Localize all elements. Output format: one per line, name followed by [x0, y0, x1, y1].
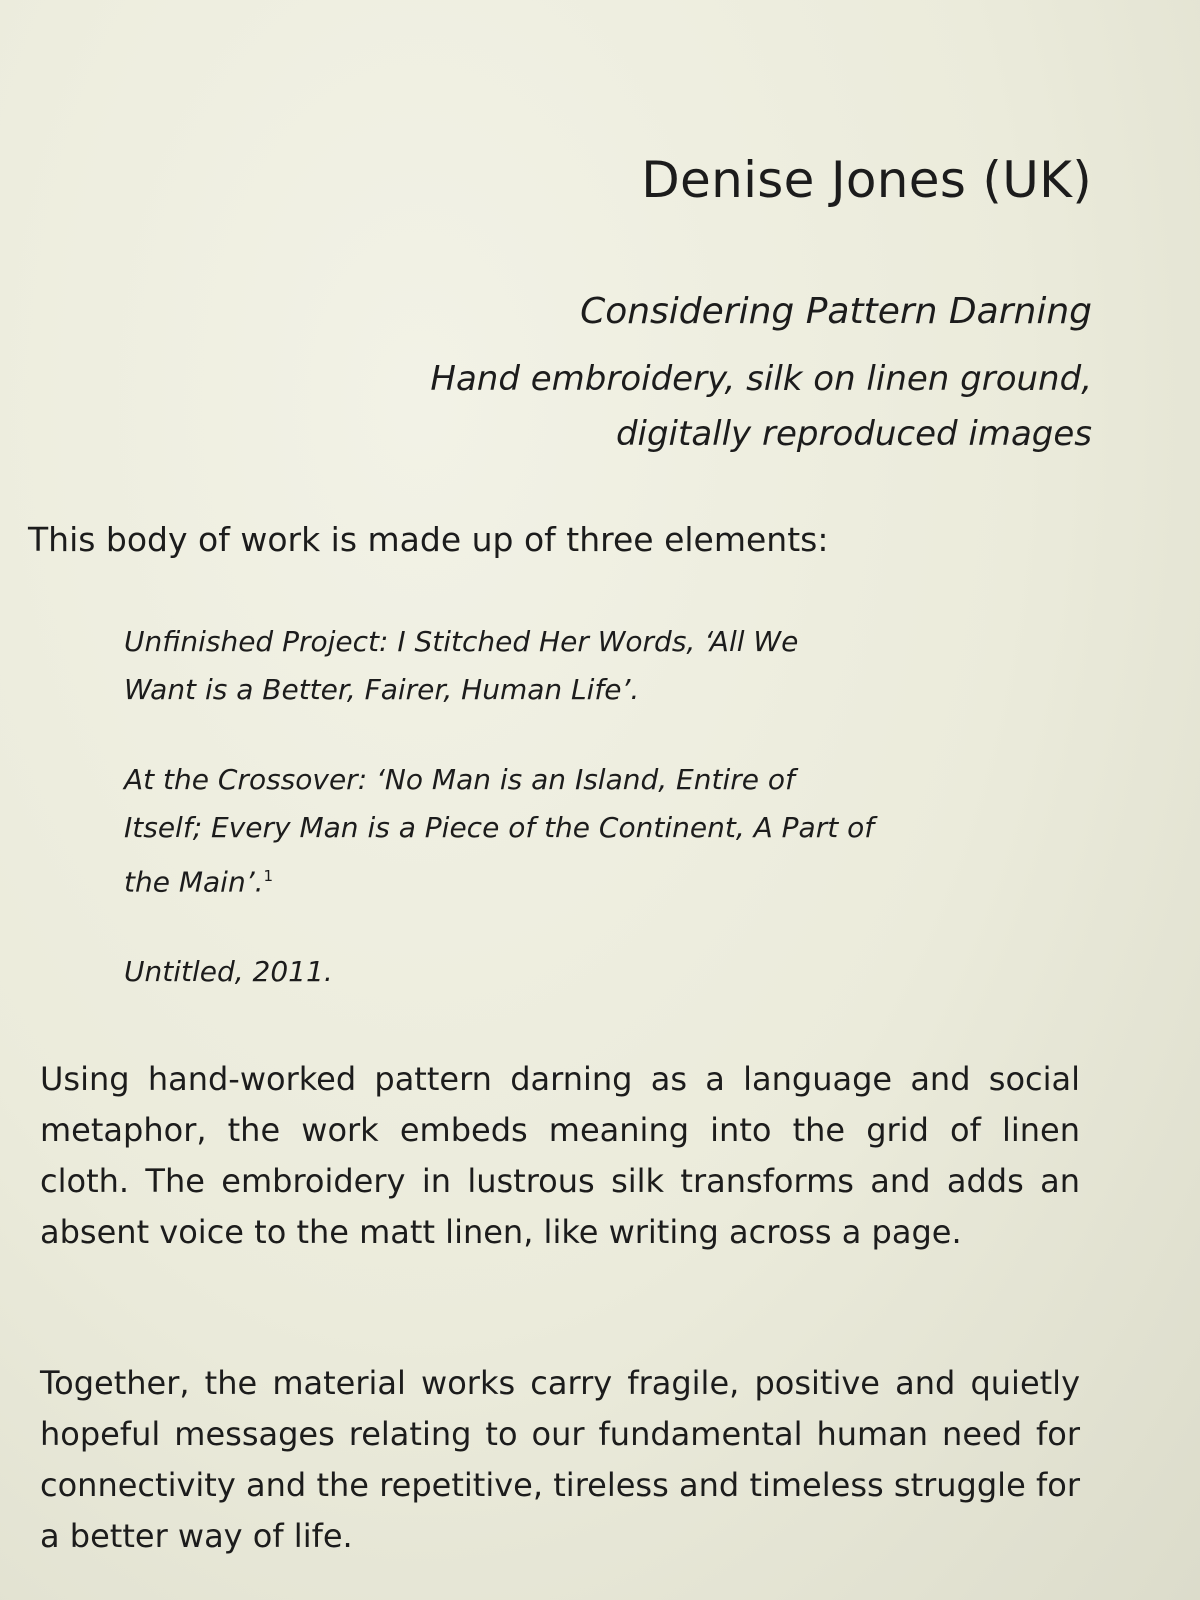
footnote-marker: 1	[263, 867, 274, 885]
elements-list	[124, 618, 984, 1038]
medium-line: digitally reproduced images	[615, 414, 1092, 454]
description-paragraph: Together, the material works carry fragile, positive and quietly hopeful messages relating to our fundamental human need for connectivity and the repetitive, tireless and timeless struggle for a better way of life.	[40, 1364, 1080, 1555]
intro-text: This body of work is made up of three elements:	[28, 520, 829, 559]
element-line: Untitled, 2011.	[124, 955, 333, 989]
element-line: Want is a Better, Fairer, Human Life’.	[124, 673, 640, 706]
element-item	[124, 618, 984, 714]
element-line: At the Crossover: ‘No Man is an Island, Entire of	[124, 763, 795, 796]
element-line: Unfinished Project: I Stitched Her Words, ‘All We	[124, 625, 799, 658]
description-paragraph: Using hand-worked pattern darning as a language and social metaphor, the work embeds meaning into the grid of linen cloth. The embroidery in lustrous silk transforms and adds an absent voice to the matt linen, like writing across a page.	[40, 1060, 1080, 1251]
element-line-with-footnote	[124, 852, 984, 906]
medium-line: Hand embroidery, silk on linen ground,	[430, 359, 1092, 399]
artist-name: Denise Jones (UK)	[641, 151, 1092, 209]
artwork-medium	[430, 352, 1092, 462]
element-item	[124, 948, 984, 996]
element-item	[124, 756, 984, 906]
element-line: Itself; Every Man is a Piece of the Continent, A Part of	[124, 811, 875, 844]
element-line: the Main’.	[124, 865, 264, 899]
artwork-title: Considering Pattern Darning	[580, 291, 1092, 332]
